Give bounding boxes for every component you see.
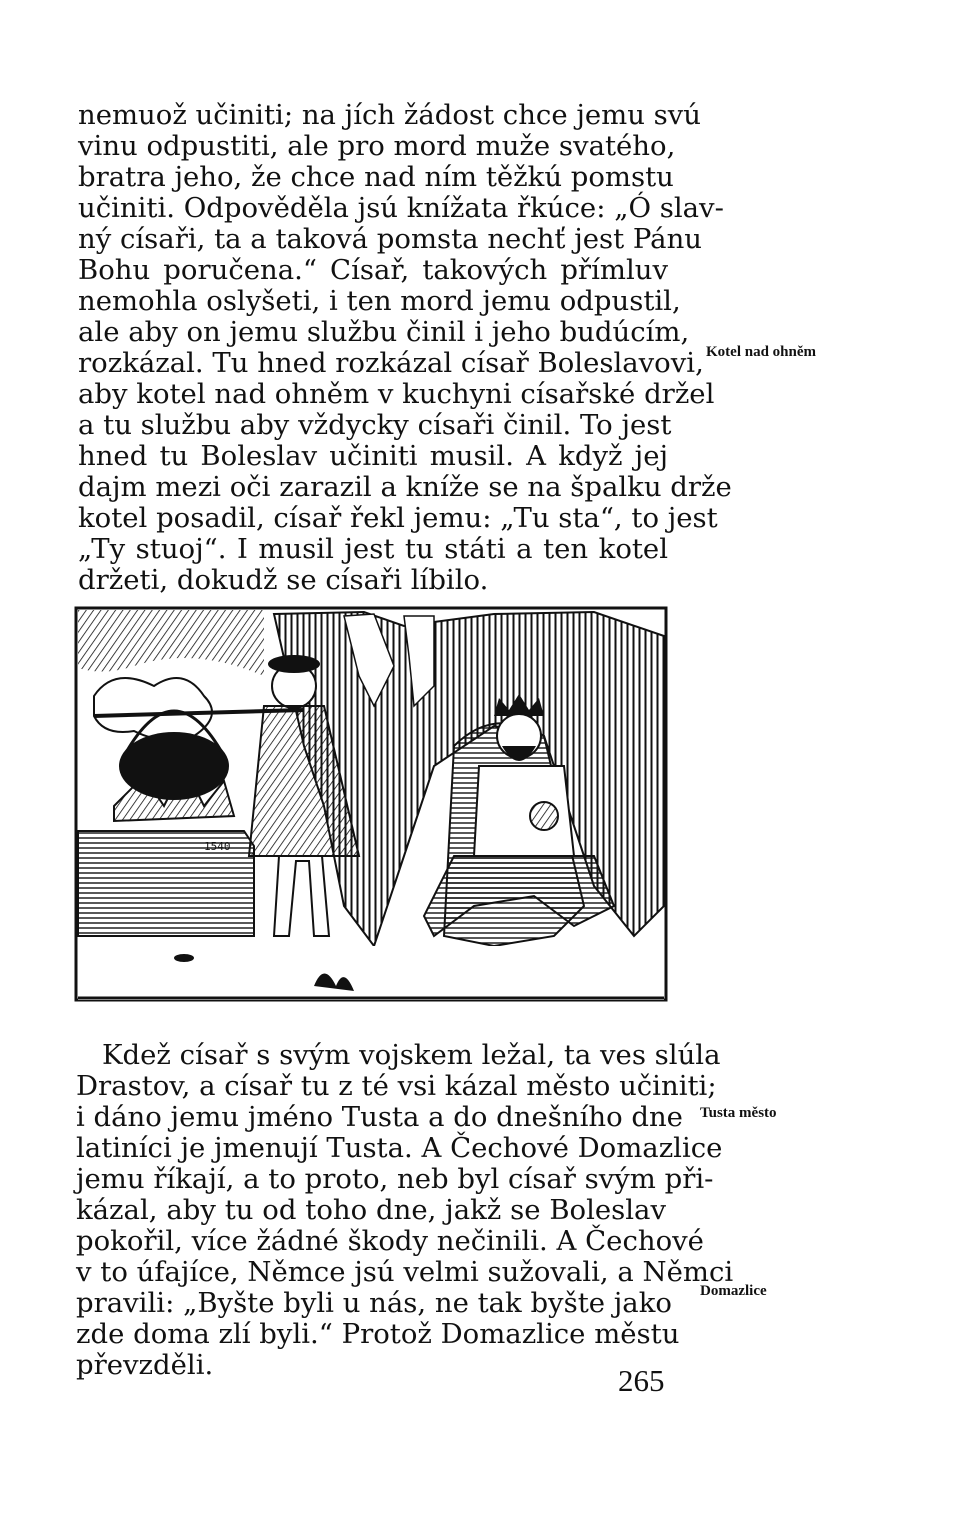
woodcut-year: 1540 xyxy=(204,840,231,853)
text-line: Bohu poručena.“ Císař, takových přímluv xyxy=(78,254,668,286)
text-line: latiníci je jmenují Tusta. A Čechové Domazlice xyxy=(76,1132,723,1164)
shield-emblem xyxy=(530,802,558,830)
text-line: vinu odpustiti, ale pro mord muže svatého, xyxy=(78,130,676,162)
paragraph-1 xyxy=(78,99,732,596)
text-line: nemuož učiniti; na jích žádost chce jemu svú xyxy=(78,99,702,131)
woodcut-illustration xyxy=(74,606,668,1004)
text-line: jemu říkají, a to proto, neb byl císař svým při- xyxy=(76,1163,714,1195)
text-line: rozkázal. Tu hned rozkázal císař Boleslavovi, xyxy=(78,347,704,379)
margin-note-kotel: Kotel nad ohněm xyxy=(706,344,817,360)
text-line: Kdež císař s svým vojskem ležal, ta ves slúla xyxy=(102,1039,721,1071)
text-line: zde doma zlí byli.“ Protož Domazlice městu xyxy=(76,1318,680,1350)
text-line: ale aby on jemu službu činil i jeho budúcím, xyxy=(78,316,690,348)
text-line: hned tu Boleslav učiniti musil. A když jej xyxy=(78,440,668,472)
text-line: a tu službu aby vždycky císaři činil. To jest xyxy=(78,409,672,441)
text-line: pokořil, více žádné škody nečinili. A Čechové xyxy=(76,1225,704,1257)
servant-hat xyxy=(268,655,320,673)
margin-note-domazlice: Domazlice xyxy=(700,1283,767,1299)
text-line: dajm mezi oči zarazil a kníže se na špalku drže xyxy=(78,471,732,503)
text-line: aby kotel nad ohněm v kuchyni císařské držel xyxy=(78,378,715,410)
smoke-cloud xyxy=(94,678,212,740)
ground-stone xyxy=(174,954,194,962)
text-line: držeti, dokudž se císaři líbilo. xyxy=(78,564,489,596)
text-line: kázal, aby tu od toho dne, jakž se Boleslav xyxy=(76,1194,666,1226)
text-line: bratra jeho, že chce nad ním těžkú pomstu xyxy=(78,161,674,193)
paragraph-2 xyxy=(76,1039,734,1381)
text-line: pravili: „Byšte byli u nás, ne tak byšte jako xyxy=(76,1287,672,1319)
ground xyxy=(78,946,664,1000)
text-line: učiniti. Odpověděla jsú knížata řkúce: „Ó slav- xyxy=(78,192,724,224)
text-line: převzděli. xyxy=(76,1349,214,1381)
emperor-armor xyxy=(474,766,574,856)
text-line: „Ty stuoj“. I musil jest tu státi a ten kotel xyxy=(78,533,668,565)
text-line: Drastov, a císař tu z té vsi kázal město učiniti; xyxy=(76,1070,717,1102)
page-number: 265 xyxy=(618,1363,665,1398)
margin-note-tusta: Tusta město xyxy=(700,1105,777,1121)
text-line: nemohla oslyšeti, i ten mord jemu odpustil, xyxy=(78,285,681,317)
text-line: v to úfajíce, Němce jsú velmi sužovali, a Němci xyxy=(76,1256,734,1288)
text-line: ný císaři, ta a taková pomsta nechť jest Pánu xyxy=(78,223,703,255)
text-line: kotel posadil, císař řekl jemu: „Tu sta“, to jest xyxy=(78,502,718,534)
cauldron xyxy=(119,732,229,800)
text-line: i dáno jemu jméno Tusta a do dnešního dne xyxy=(76,1101,683,1133)
